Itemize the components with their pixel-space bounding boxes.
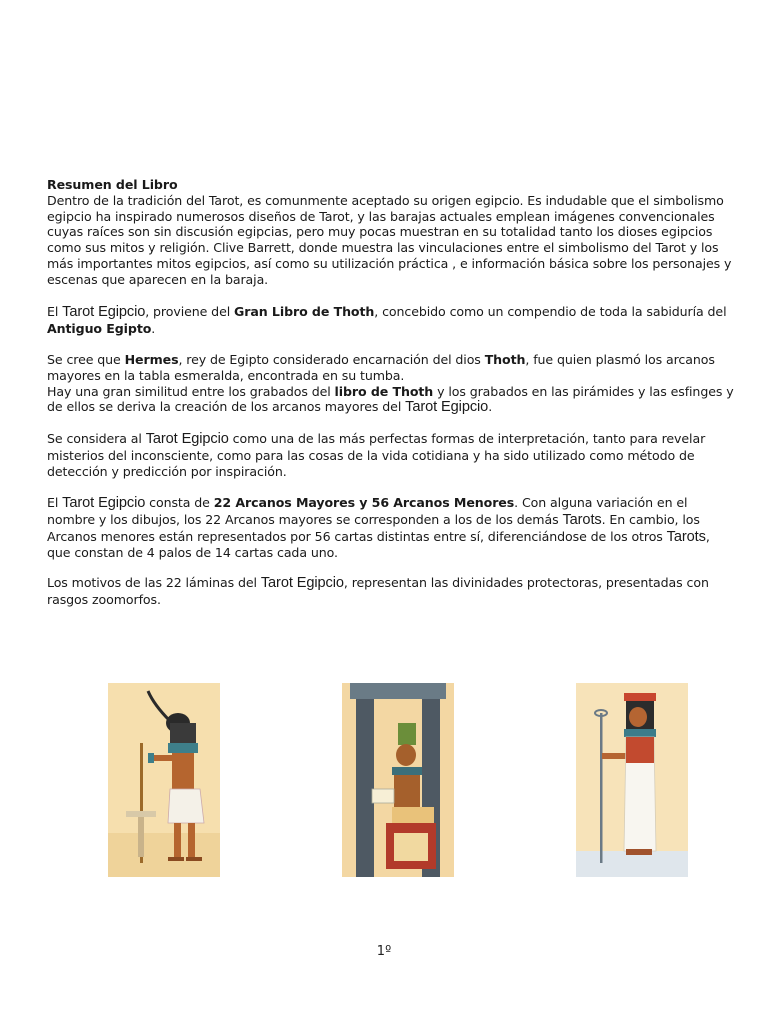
gran-libro-thoth-term: Gran Libro de Thoth xyxy=(234,304,375,319)
tarot-egipcio-term: Tarot Egipcio xyxy=(62,495,146,511)
paragraph-arcanos: El Tarot Egipcio consta de 22 Arcanos Mayores y 56 Arcanos Menores. Con alguna variación en el nombre y los dibujos, los 22 Arcanos mayores se corresponden a los de los demás Tarots. En cambio, los Arcanos menores están representados por 56 cartas distintas entre sí, diferenciándose de los otros Tarots, que constan de 4 palos de 14 cartas cada uno. xyxy=(47,495,710,561)
paragraph-hermes: Se cree que Hermes, rey de Egipto considerado encarnación del dios Thoth, fue quien plasmó los arcanos mayores en la tabla esmeralda, encontrada en su tumba. Hay una gran similitud entre los grabados del libro de Thoth y los grabados en las pirámides y las esfinges y de ellos se deriva la creación de los arcanos mayores del Tarot Egipcio. xyxy=(47,352,734,416)
seated-scribe-figure-icon xyxy=(342,683,454,877)
hermes-term: Hermes xyxy=(124,352,179,367)
thoth-term: Thoth xyxy=(484,352,526,367)
paragraph-motivos: Los motivos de las 22 láminas del Tarot Egipcio, representan las divinidades protectoras, presentadas con rasgos zoomorfos. xyxy=(47,575,709,607)
tarots-term: Tarots xyxy=(562,511,602,528)
page-number: 1º xyxy=(376,944,392,959)
standing-goddess-figure-icon xyxy=(576,683,688,877)
libro-thoth-term: libro de Thoth xyxy=(334,383,434,399)
summary-heading: Resumen del Libro xyxy=(47,177,178,192)
summary-text: Dentro de la tradición del Tarot, es comunmente aceptado su origen egipcio. Es indudable que el simbolismo egipcio ha inspirado numerosos diseños de Tarot, y las barajas actuales emplean imágenes convencionales cuyas raíces son sin discusión egipcias, pero muy pocas muestran en su totalidad tanto los dioses egipcios como sus mitos y religión. Clive Barrett, donde muestra las vinculaciones entre el simbolismo del Tarot y los más importantes mitos egipcios, así como su utilización práctica , e información básica sobre los personajes y escenas que aparecen en la baraja. xyxy=(47,192,732,287)
paragraph-origin: El Tarot Egipcio, proviene del Gran Libro de Thoth, concebido como un compendio de toda la sabiduría del Antiguo Egipto. xyxy=(47,304,727,336)
tarot-egipcio-term: Tarot Egipcio xyxy=(405,399,489,416)
antiguo-egipto-term: Antiguo Egipto xyxy=(47,320,152,336)
tarot-card-scribe-image xyxy=(342,683,454,877)
ibis-headed-thoth-figure-icon xyxy=(108,683,220,877)
tarot-card-thoth-image xyxy=(108,683,220,877)
tarot-egipcio-term: Tarot Egipcio xyxy=(62,304,146,320)
summary-paragraph xyxy=(47,177,737,288)
tarots-term: Tarots xyxy=(666,528,706,545)
tarot-egipcio-term: Tarot Egipcio xyxy=(145,431,229,447)
tarot-card-goddess-image xyxy=(576,683,688,877)
tarot-egipcio-term: Tarot Egipcio xyxy=(260,575,344,591)
paragraph-interpretation: Se considera al Tarot Egipcio como una de las más perfectas formas de interpretación, tanto para revelar misterios del inconsciente, como para las cosas de la vida cotidiana y ha sido utilizado como método de detección y predicción por inspiración. xyxy=(47,431,706,479)
arcanos-count-term: 22 Arcanos Mayores y 56 Arcanos Menores xyxy=(213,495,515,510)
